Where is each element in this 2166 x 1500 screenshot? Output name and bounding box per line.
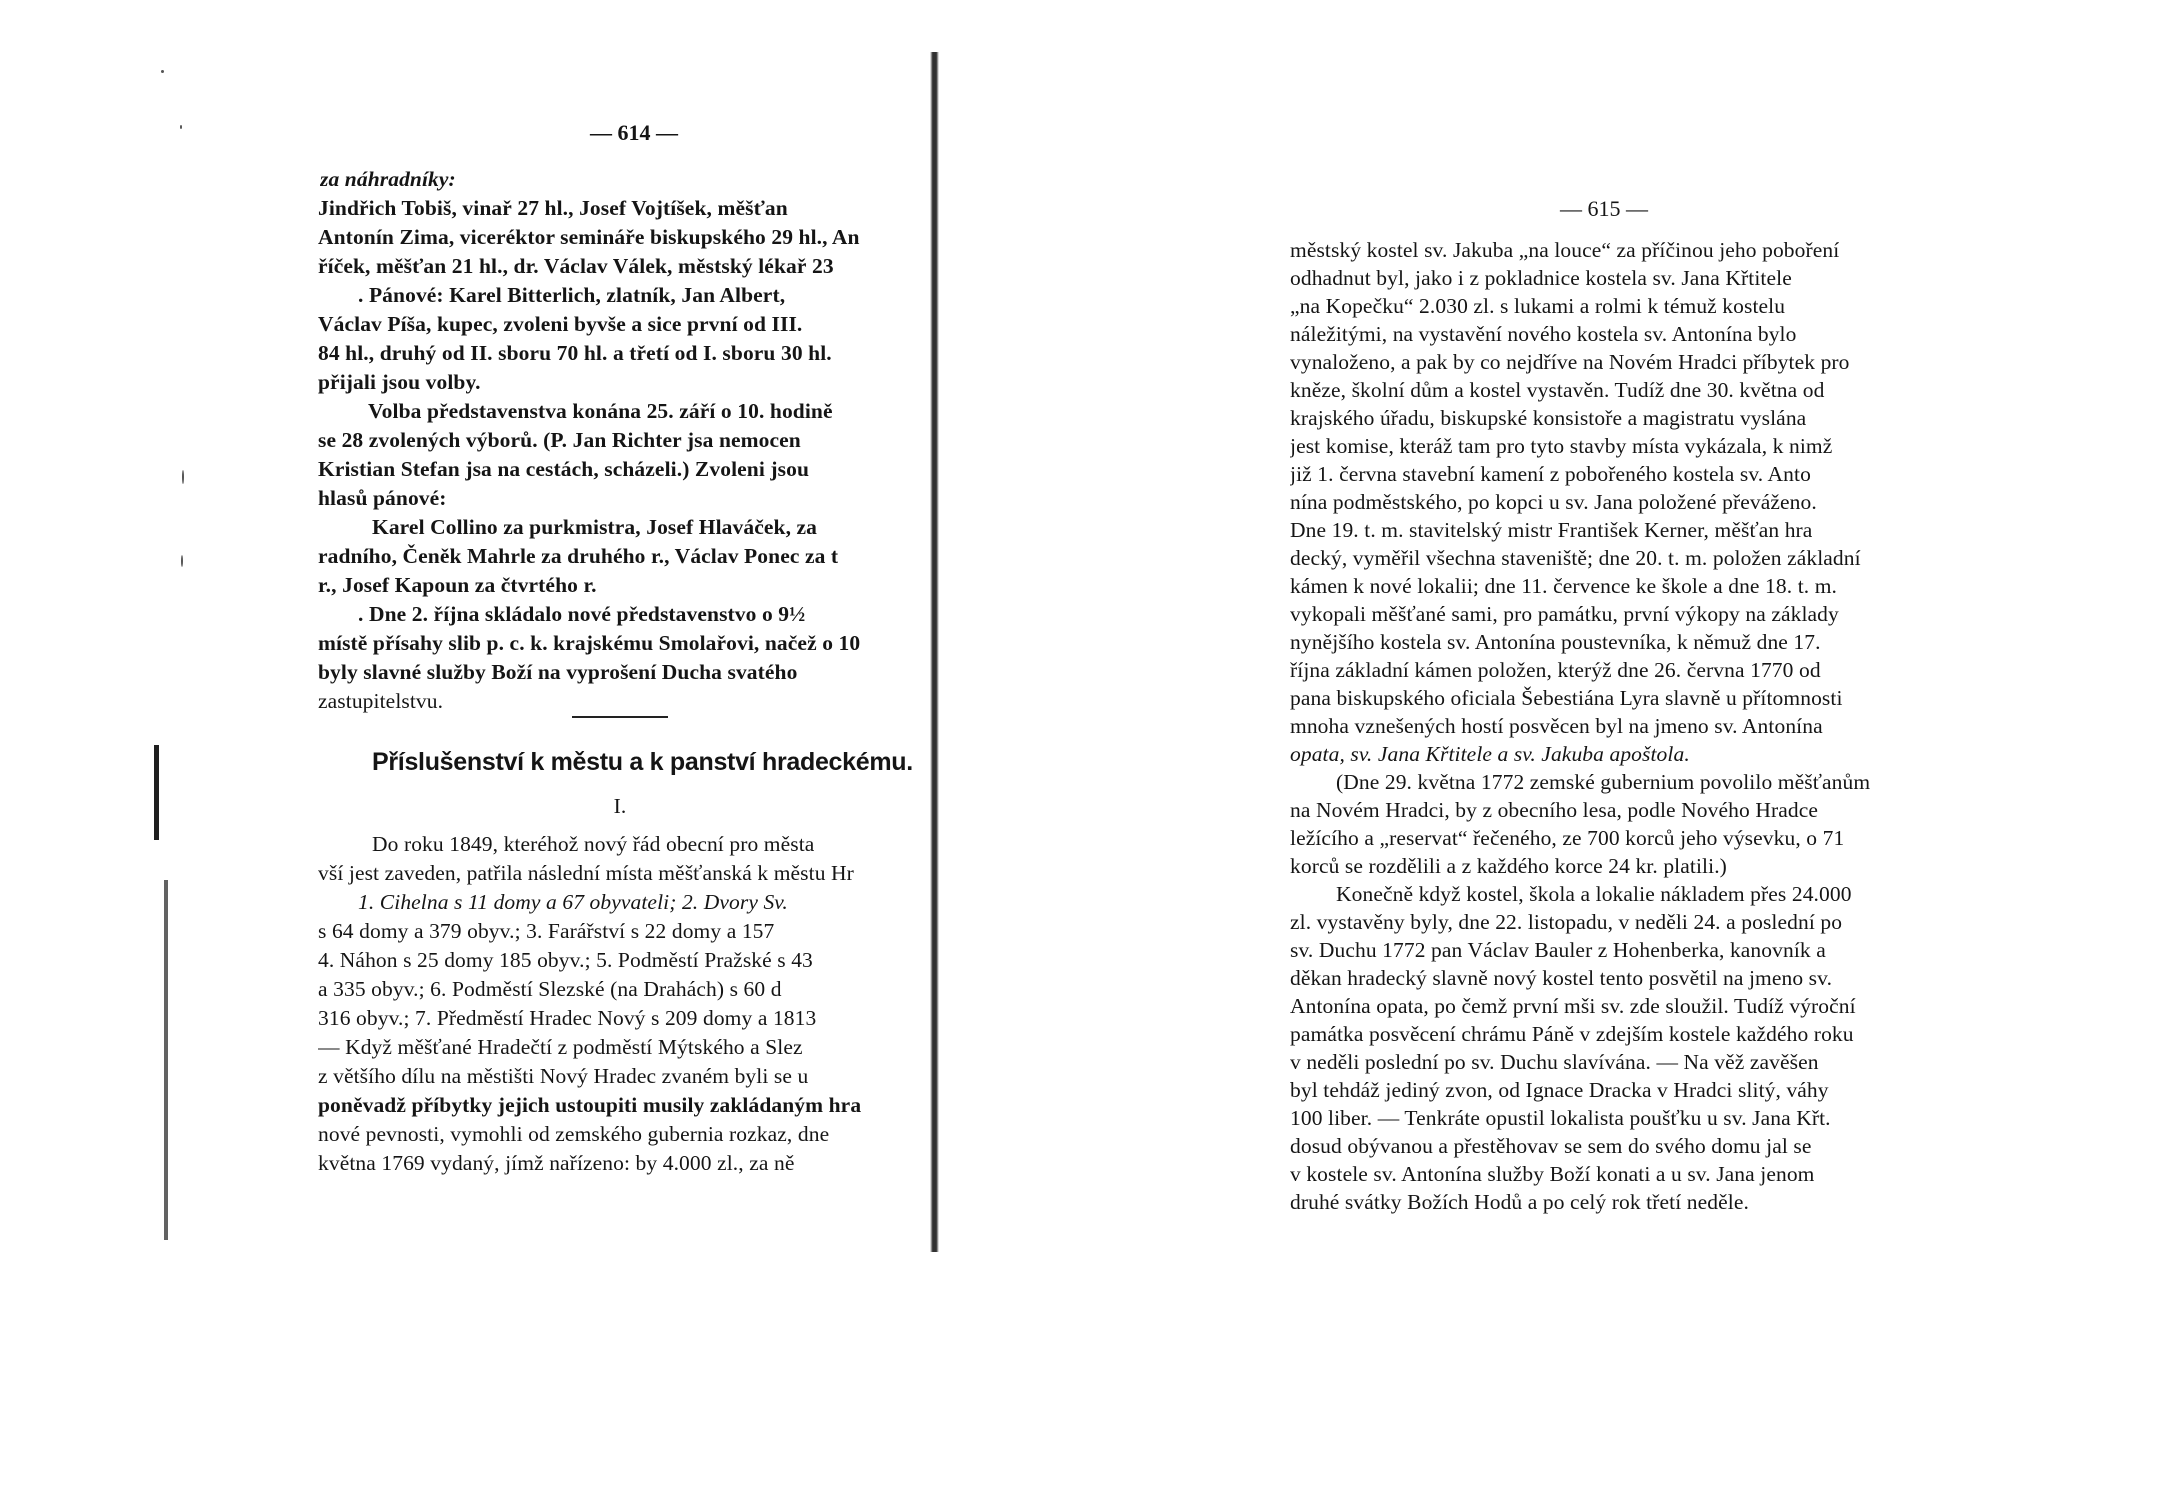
text-line: se 28 zvolených výborů. (P. Jan Richter jsa nemocen <box>318 428 801 452</box>
left-page <box>300 0 940 1300</box>
text-line: nína podměstského, po kopci u sv. Jana položené převáženo. <box>1290 490 1817 514</box>
section-divider <box>572 716 668 718</box>
text-line: s 64 domy a 379 obyv.; 3. Farářství s 22 domy a 157 <box>318 919 775 943</box>
text-line: zl. vystavěny byly, dne 22. listopadu, v neděli 24. a poslední po <box>1290 910 1843 934</box>
text-line: r., Josef Kapoun za čtvrtého r. <box>318 573 597 597</box>
text-line: radního, Čeněk Mahrle za druhého r., Václav Ponec za t <box>318 544 839 568</box>
text-line: Konečně když kostel, škola a lokalie nákladem přes 24.000 <box>1336 882 1852 906</box>
text-line: kámen k nové lokalii; dne 11. července ke škole a dne 18. t. m. <box>1290 574 1838 598</box>
text-line: a 335 obyv.; 6. Podměstí Slezské (na Drahách) s 60 d <box>318 977 782 1001</box>
text-line: nynějšího kostela sv. Antonína poustevníka, k němuž dne 17. <box>1290 630 1821 654</box>
text-line: 84 hl., druhý od II. sboru 70 hl. a třetí od I. sboru 30 hl. <box>318 341 832 365</box>
speck <box>181 555 183 567</box>
text-line: (Dne 29. května 1772 zemské gubernium povolilo měšťanům <box>1336 770 1871 794</box>
text-line: 100 liber. — Tenkráte opustil lokalista poušťku u sv. Jana Křt. <box>1290 1106 1831 1130</box>
text-line: října základní kámen položen, kterýž dne 26. června 1770 od <box>1290 658 1821 682</box>
text-line: v kostele sv. Antonína služby Boží konati a u sv. Jana jenom <box>1290 1162 1815 1186</box>
text-line: korců se rozdělili a z každého korce 24 kr. platili.) <box>1290 854 1727 878</box>
text-line: . Dne 2. října skládalo nové představenstvo o 9½ <box>358 602 806 626</box>
text-line: Antonína opata, po čemž první mši sv. zde sloužil. Tudíž výroční <box>1290 994 1856 1018</box>
text-line: — Když měšťané Hradečtí z podměstí Mýtského a Slez <box>318 1035 803 1059</box>
text-line: opata, sv. Jana Křtitele a sv. Jakuba apoštola. <box>1290 742 1690 766</box>
text-line: Karel Collino za purkmistra, Josef Hlaváček, za <box>372 515 818 539</box>
text-line: druhé svátky Božích Hodů a po celý rok třetí neděle. <box>1290 1190 1749 1214</box>
text-line: v neděli poslední po sv. Duchu slavívána. — Na věž zavěšen <box>1290 1050 1819 1074</box>
text-line: 4. Náhon s 25 domy 185 obyv.; 5. Podměstí Pražské s 43 <box>318 948 813 972</box>
text-line: zastupitelstvu. <box>318 689 444 713</box>
text-line: náležitými, na vystavění nového kostela sv. Antonína bylo <box>1290 322 1797 346</box>
text-line: Dne 19. t. m. stavitelský mistr František Kerner, měšťan hra <box>1290 518 1813 542</box>
text-line: Václav Píša, kupec, zvoleni byvše a sice první od III. <box>318 312 803 336</box>
text-line: na Novém Hradci, by z obecního lesa, podle Nového Hradce <box>1290 798 1818 822</box>
text-line: „na Kopečku“ 2.030 zl. s lukami a rolmi k témuž kostelu <box>1290 294 1786 318</box>
text-line: krajského úřadu, biskupské konsistoře a magistratu vyslána <box>1290 406 1807 430</box>
text-line: 1. Cihelna s 11 domy a 67 obyvateli; 2. Dvory Sv. <box>358 890 788 914</box>
text-line: poněvadž příbytky jejich ustoupiti musily zakládaným hra <box>318 1093 862 1117</box>
right-page-number: — 615 — <box>1560 196 1648 221</box>
text-line: sv. Duchu 1772 pan Václav Bauler z Hohenberka, kanovník a <box>1290 938 1826 962</box>
text-line: decký, vyměřil všechna staveniště; dne 20. t. m. položen základní <box>1290 546 1861 570</box>
text-line: městský kostel sv. Jakuba „na louce“ za příčinou jeho poboření <box>1290 238 1840 262</box>
left-edge-ink-mark <box>164 880 168 1240</box>
speck <box>161 70 164 73</box>
speck <box>182 470 184 484</box>
text-line: památka posvěcení chrámu Páně v zdejším kostele každého roku <box>1290 1022 1854 1046</box>
right-page <box>1290 0 1950 1300</box>
section-heading: Příslušenství k městu a k panství hradeckému. <box>372 748 913 776</box>
text-line: říček, měšťan 21 hl., dr. Václav Válek, městský lékař 23 <box>318 254 834 278</box>
left-page-number: — 614 — <box>590 120 678 145</box>
text-line: za náhradníky: <box>320 167 456 191</box>
text-line: místě přísahy slib p. c. k. krajskému Smolařovi, načež o 10 <box>318 631 861 655</box>
section-number: I. <box>613 794 627 818</box>
text-line: Antonín Zima, viceréktor semináře biskupského 29 hl., An <box>318 225 860 249</box>
text-line: odhadnut byl, jako i z pokladnice kostela sv. Jana Křtitele <box>1290 266 1792 290</box>
text-line: jest komise, kteráž tam pro tyto stavby místa vykázala, k nimž <box>1290 434 1833 458</box>
text-line: Kristian Stefan jsa na cestách, scházeli.) Zvoleni jsou <box>318 457 810 481</box>
text-line: již 1. června stavební kamení z pobořeného kostela sv. Anto <box>1290 462 1811 486</box>
text-line: pana biskupského oficiala Šebestiána Lyra slavně u přítomnosti <box>1290 686 1843 710</box>
text-line: přijali jsou volby. <box>318 370 481 394</box>
text-line: Jindřich Tobiš, vinař 27 hl., Josef Vojtíšek, měšťan <box>318 196 788 220</box>
text-line: Do roku 1849, kteréhož nový řád obecní pro města <box>372 832 815 856</box>
text-line: děkan hradecký slavně nový kostel tento posvětil na jmeno sv. <box>1290 966 1833 990</box>
text-line: ležícího a „reservat“ řečeného, ze 700 korců jeho výsevku, o 71 <box>1290 826 1845 850</box>
text-line: byl tehdáž jediný zvon, od Ignace Dracka v Hradci slitý, váhy <box>1290 1078 1829 1102</box>
text-line: hlasů pánové: <box>318 486 447 510</box>
text-line: z většího dílu na městišti Nový Hradec zvaném byli se u <box>318 1064 809 1088</box>
text-line: května 1769 vydaný, jímž nařízeno: by 4.000 zl., za ně <box>318 1151 795 1175</box>
text-line: kněze, školní dům a kostel vystavěn. Tudíž dne 30. května od <box>1290 378 1825 402</box>
text-line: 316 obyv.; 7. Předměstí Hradec Nový s 209 domy a 1813 <box>318 1006 817 1030</box>
text-line: vykopali měšťané sami, pro památku, první výkopy na základy <box>1290 602 1839 626</box>
text-line: mnoha vznešených hostí posvěcen byl na jmeno sv. Antonína <box>1290 714 1823 738</box>
text-line: vynaloženo, a pak by co nejdříve na Novém Hradci příbytek pro <box>1290 350 1850 374</box>
text-line: vší jest zaveden, patřila následní místa měšťanská k městu Hr <box>318 861 854 885</box>
text-line: Volba představenstva konána 25. září o 10. hodině <box>368 399 833 423</box>
text-line: dosud obývanou a přestěhovav se sem do svého domu jal se <box>1290 1134 1812 1158</box>
left-edge-ink-mark <box>154 745 159 840</box>
text-line: nové pevnosti, vymohli od zemského gubernia rozkaz, dne <box>318 1122 830 1146</box>
text-line: byly slavné služby Boží na vyprošení Ducha svatého <box>318 660 798 684</box>
speck <box>180 125 182 129</box>
text-line: . Pánové: Karel Bitterlich, zlatník, Jan Albert, <box>358 283 786 307</box>
